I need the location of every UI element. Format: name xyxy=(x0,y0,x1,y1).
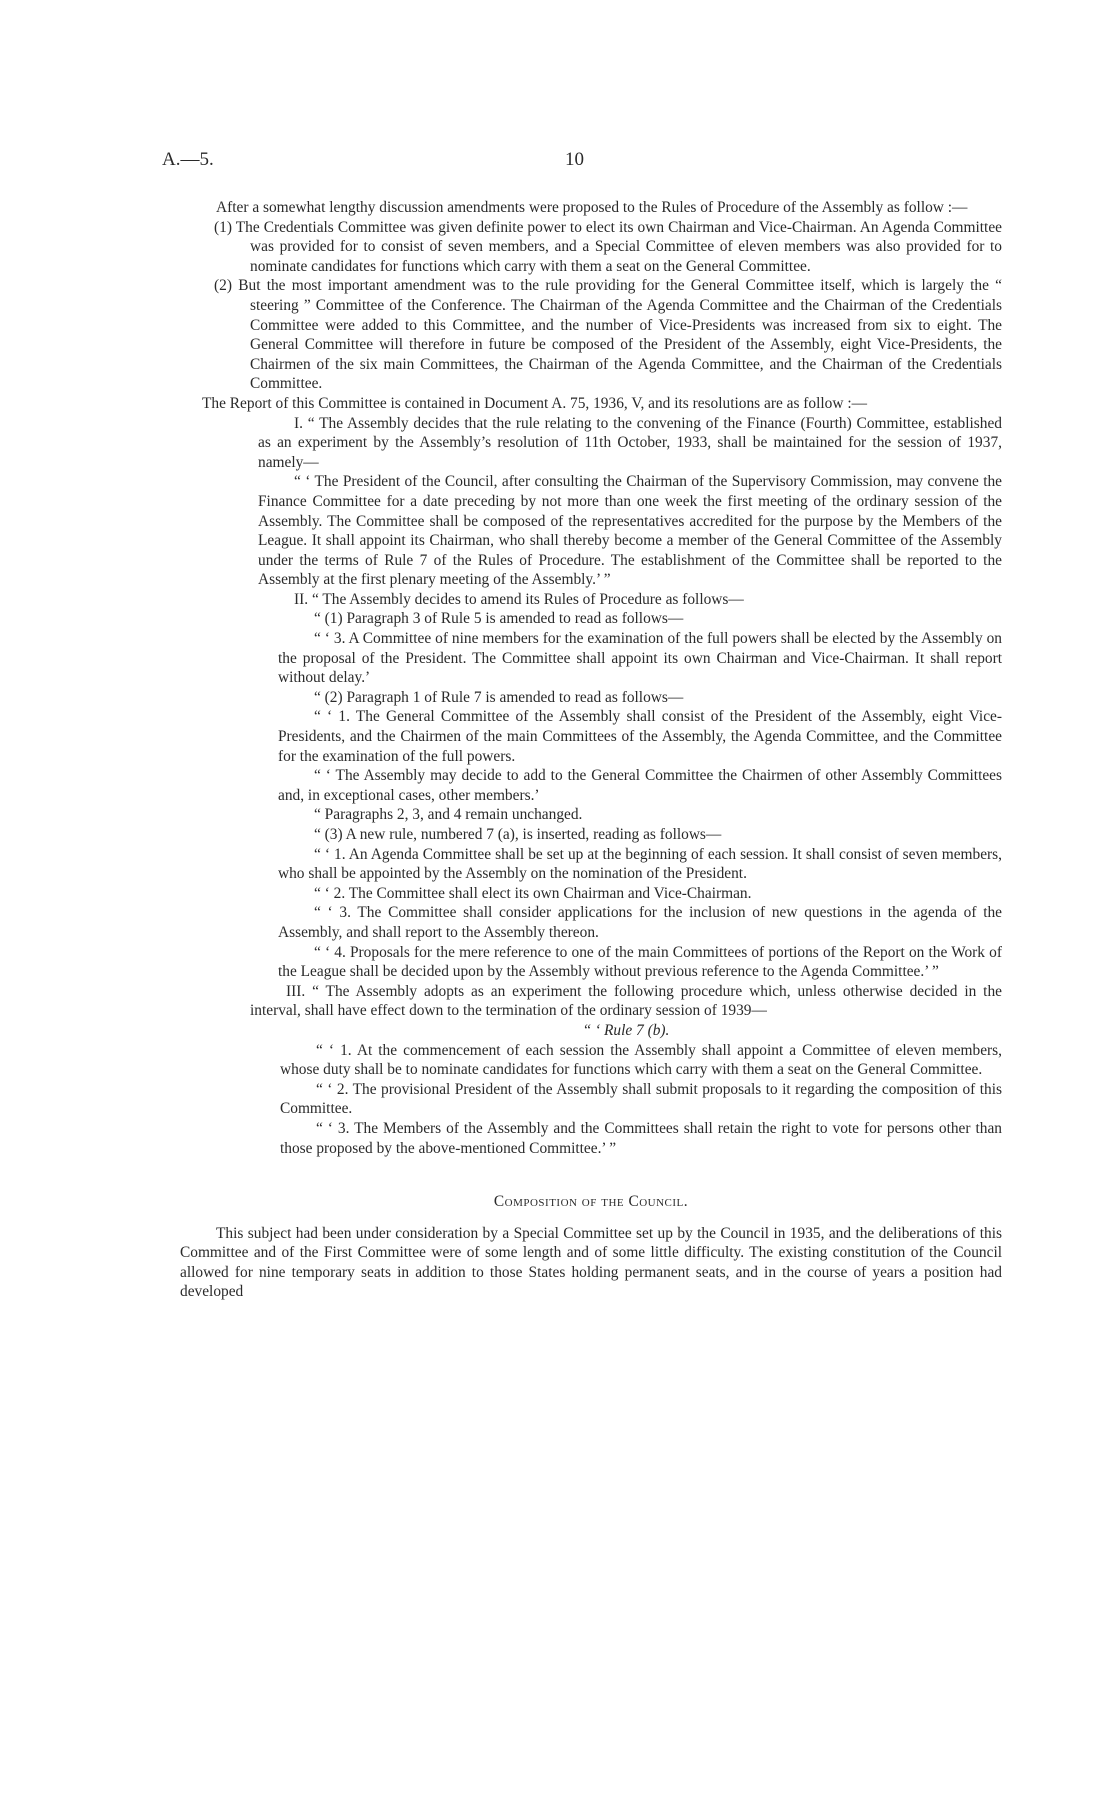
amendment-item: (2) But the most important amendment was to the rule providing for the General Committee itself, which is largely the “ steering ” Committee of the Conference. The Chairman of the Agenda Committee and the Chairman of the Credentials Committee were added to this Committee, and the number of Vice-Presidents was increased from six to eight. The General Committee will therefore in future be composed of the President of the Assembly, eight Vice-Presidents, the Chairmen of the six main Committees, the Chairman of the Agenda Committee, and the Chairman of the Credentials Committee. xyxy=(214,277,1002,393)
paragraph-heading: “ (2) Paragraph 1 of Rule 7 is amended to read as follows— xyxy=(314,688,684,706)
quoted-rule: “ ‘ 4. Proposals for the mere reference to one of the main Committees of portions of the Report on the Work of the League shall be decided upon by the Assembly without previous reference to the Agenda Committee.’ ” xyxy=(278,943,1002,981)
report-intro-paragraph: The Report of this Committee is contained in Document A. 75, 1936, V, and its resolutions are as follow :— xyxy=(202,394,867,412)
quoted-rule: “ ‘ 1. At the commencement of each session the Assembly shall appoint a Committee of eleven members, whose duty shall be to nominate candidates for functions which carry with them a seat on the General Committee. xyxy=(280,1041,1002,1079)
page-number: 10 xyxy=(565,149,584,170)
quoted-rule: “ ‘ 1. An Agenda Committee shall be set up at the beginning of each session. It shall consist of seven members, who shall be appointed by the Assembly on the nomination of the President. xyxy=(278,845,1002,883)
section-heading: Composition of the Council. xyxy=(493,1193,689,1211)
council-paragraph: This subject had been under consideration by a Special Committee set up by the Council in 1935, and the deliberations of this Committee and of the First Committee were of some length and of some little difficulty. The existing constitution of the Council allowed for nine temporary seats in addition to those States holding permanent seats, and in the course of years a position had developed xyxy=(180,1224,1002,1301)
resolution-two-body xyxy=(278,609,1002,981)
quoted-rule: “ ‘ The Assembly may decide to add to the General Committee the Chairmen of other Assembly Committees and, in exceptional cases, other members.’ xyxy=(278,767,1002,804)
quoted-rule: “ ‘ 2. The Committee shall elect its own Chairman and Vice-Chairman. xyxy=(314,884,752,902)
paragraph-heading: “ (3) A new rule, numbered 7 (a), is inserted, reading as follows— xyxy=(314,826,722,843)
resolution-three-lead: III. “ The Assembly adopts as an experiment the following procedure which, unless otherwise decided in the interval, shall have effect down to the termination of the ordinary session of 1939— xyxy=(250,982,1002,1020)
quoted-rule: “ ‘ 3. The Committee shall consider applications for the inclusion of new questions in the agenda of the Assembly, and shall report to the Assembly thereon. xyxy=(278,904,1002,941)
amendment-text: But the most important amendment was to the rule providing for the General Committee itself, which is largely the “ steering ” Committee of the Conference. The Chairman of the Agenda Committee and the Chairman of the Credentials Committee were added to this Committee, and the number of Vice-Presidents was increased from six to eight. The General Committee will therefore in future be composed of the President of the Assembly, eight Vice-Presidents, the Chairmen of the six main Committees, the Chairman of the Agenda Committee, and the Chairman of the Credentials Committee. xyxy=(238,277,1002,393)
quoted-rule: “ Paragraphs 2, 3, and 4 remain unchanged. xyxy=(314,806,583,824)
page-header xyxy=(0,150,1114,174)
paragraph-heading: “ (1) Paragraph 3 of Rule 5 is amended to read as follows— xyxy=(314,610,684,628)
resolution-three xyxy=(250,982,1002,1158)
amendment-item: (1) The Credentials Committee was given definite power to elect its own Chairman and Vice-Chairman. An Agenda Committee was provided for to consist of seven members, and a Special Committee of eleven members was also provided for to nominate candidates for functions which carry with them a seat on the General Committee. xyxy=(214,218,1002,275)
document-body xyxy=(180,198,1002,1302)
rule-title: “ ‘ Rule 7 (b). xyxy=(582,1021,670,1039)
resolution-two xyxy=(258,590,1002,982)
resolution-one xyxy=(258,414,1002,590)
quoted-rule: “ ‘ 3. The Members of the Assembly and the Committees shall retain the right to vote for persons other than those proposed by the above-mentioned Committee.’ ” xyxy=(280,1119,1002,1157)
quoted-rule: “ ‘ 2. The provisional President of the Assembly shall submit proposals to it regarding the composition of this Committee. xyxy=(280,1080,1002,1118)
resolution-one-lead: I. “ The Assembly decides that the rule relating to the convening of the Finance (Fourth) Committee, established as an experiment by the Assembly’s resolution of 11th October, 1933, shall be maintained for the session of 1937, namely— xyxy=(258,414,1002,471)
intro-paragraph: After a somewhat lengthy discussion amendments were proposed to the Rules of Procedure of the Assembly as follow :— xyxy=(216,199,968,216)
document-reference: A.—5. xyxy=(162,149,214,170)
amendment-text: The Credentials Committee was given definite power to elect its own Chairman and Vice-Chairman. An Agenda Committee was provided for to consist of seven members, and a Special Committee of eleven members was also provided for to nominate candidates for functions which carry with them a seat on the General Committee. xyxy=(235,218,1002,275)
resolution-three-body xyxy=(280,1041,1002,1159)
resolution-one-quote: “ ‘ The President of the Council, after consulting the Chairman of the Supervisory Commission, may convene the Finance Committee for a date preceding by not more than one week the first meeting of the ordinary session of the Assembly. The Committee shall be composed of the representatives accredited for the purpose by the Members of the League. It shall appoint its Chairman, who shall thereby become a member of the General Committee of the Assembly under the terms of Rule 7 of the Rules of Procedure. The establishment of the Committee shall be reported to the Assembly at the first plenary meeting of the Assembly.’ ” xyxy=(258,473,1002,589)
resolution-two-lead: II. “ The Assembly decides to amend its Rules of Procedure as follows— xyxy=(294,590,744,608)
quoted-rule: “ ‘ 1. The General Committee of the Assembly shall consist of the President of the Assembly, eight Vice-Presidents, and the Chairmen of the main Committees of the Assembly, the Agenda Committee, and the Committee for the examination of the full powers. xyxy=(278,708,1002,765)
quoted-rule: “ ‘ 3. A Committee of nine members for the examination of the full powers shall be elected by the Assembly on the proposal of the President. The Committee shall appoint its own Chairman and Vice-Chairman. It shall report without delay.’ xyxy=(278,630,1002,687)
